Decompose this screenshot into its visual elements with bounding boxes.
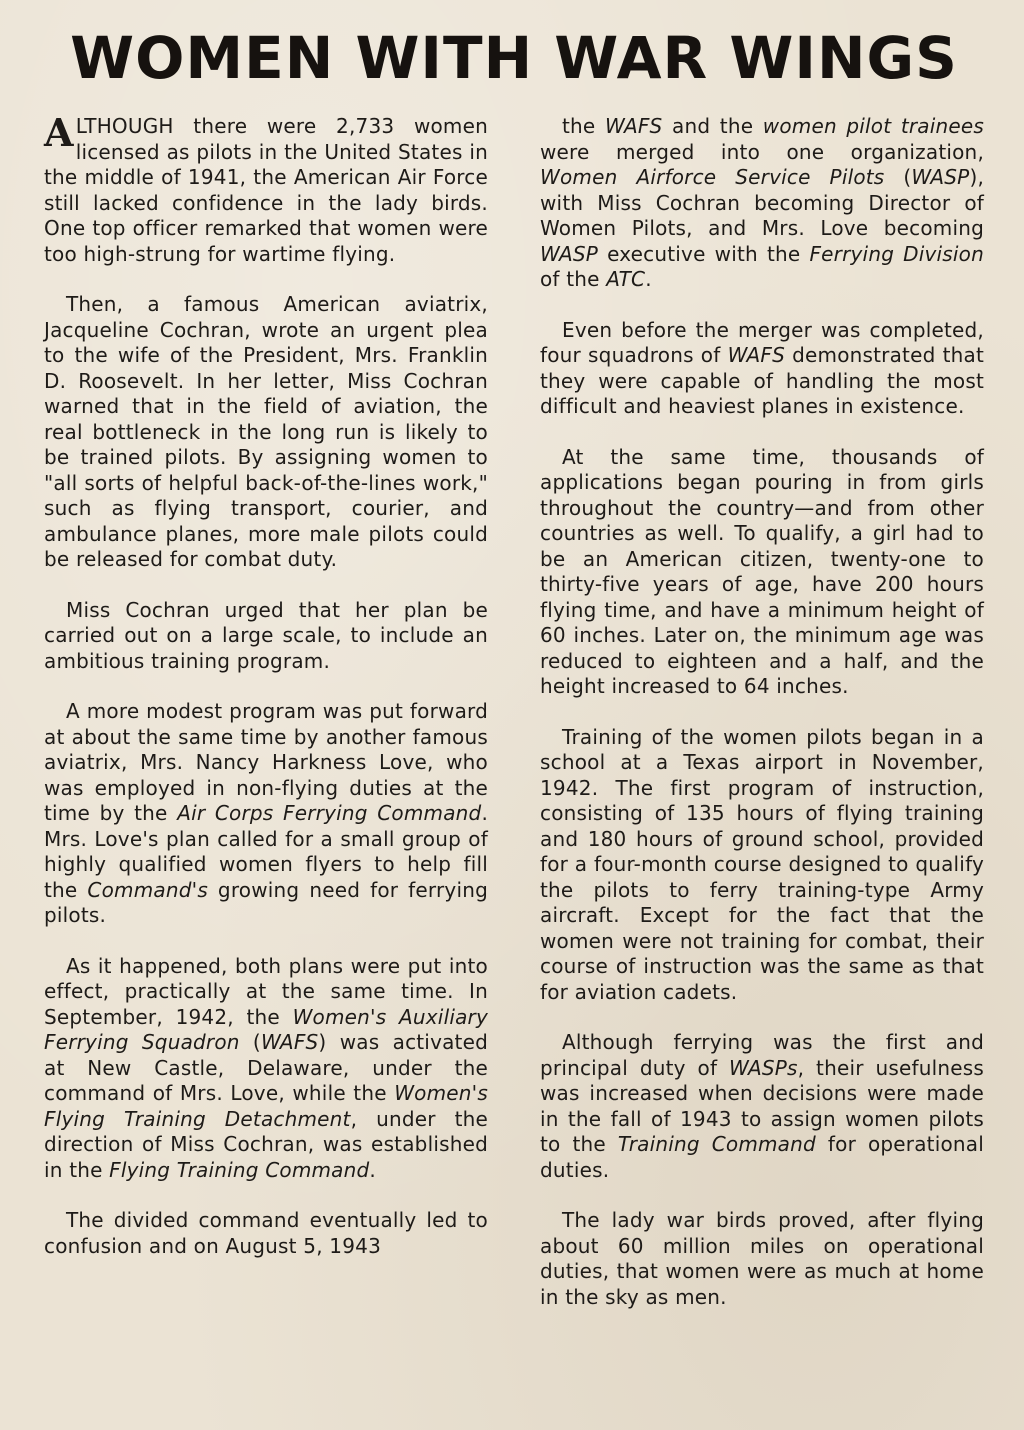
italic-text: Women Airforce Service Pilots bbox=[540, 165, 885, 189]
paragraph bbox=[44, 699, 488, 929]
text-run: Even before the merger was completed, four squadrons of bbox=[540, 317, 984, 367]
text-run: ( bbox=[884, 165, 912, 189]
paragraph bbox=[44, 1208, 488, 1259]
article-body bbox=[44, 110, 985, 1335]
text-run: . Mrs. Love's plan called for a small group of highly qualified women flyers to help fill the bbox=[44, 801, 488, 902]
text-run: The lady war birds proved, after flying about 60 million miles on operational duties, that women were as much at home in the sky as men. bbox=[540, 1208, 984, 1309]
drop-cap: A bbox=[44, 110, 74, 155]
italic-text: women pilot trainees bbox=[762, 114, 984, 138]
text-run: the bbox=[562, 114, 605, 138]
text-run: As it happened, both plans were put into effect, practically at the same time. In September, 1942, the bbox=[44, 953, 488, 1029]
text-run: were merged into one organization, bbox=[540, 139, 984, 164]
paragraph bbox=[540, 114, 984, 293]
italic-text: ATC bbox=[606, 267, 646, 291]
italic-text: Flying Training Command bbox=[109, 1157, 370, 1182]
text-run: ), with Miss Cochran becoming Director of Women Pilots, and Mrs. Love becoming bbox=[540, 165, 985, 240]
text-run: , their usefulness was increased when decisions were made in the fall of 1943 to assign women pilots to the bbox=[540, 1055, 984, 1156]
right-column bbox=[540, 114, 984, 1335]
left-column bbox=[44, 110, 489, 1335]
article-title: WOMEN WITH WAR WINGS bbox=[70, 24, 958, 92]
paragraph bbox=[540, 318, 984, 420]
paragraph bbox=[44, 598, 488, 675]
italic-text: Command's bbox=[87, 877, 208, 902]
text-run: , under the direction of Miss Cochran, was established in the bbox=[44, 1106, 488, 1182]
text-run: executive with the bbox=[598, 241, 810, 266]
italic-text: WASPs bbox=[729, 1055, 798, 1080]
text-run: . bbox=[369, 1157, 376, 1182]
text-run: growing need for ferrying pilots. bbox=[44, 877, 488, 927]
text-run: for operational duties. bbox=[540, 1132, 984, 1182]
text-run: LTHOUGH there were 2,733 women licensed as pilots in the United States in the middle of 1941, the American Air Force still lacked confidence in the lady birds. One top officer remarked that women were too high-strung for wartime flying. bbox=[44, 114, 488, 266]
italic-text: WASP bbox=[540, 241, 599, 266]
text-run: ( bbox=[239, 1030, 261, 1054]
text-run: Then, a famous American aviatrix, Jacqueline Cochran, wrote an urgent plea to the wife of the President, Mrs. Franklin D. Roosevelt. In her letter, Miss Cochran warned that in the field of aviation, the real bottleneck in the long run is likely to be trained pilots. By assigning women to "all sorts of helpful back-of-the-lines work," such as flying transport, courier, and ambulance planes, more male pilots could be released for combat duty. bbox=[44, 292, 488, 571]
text-run: demonstrated that they were capable of handling the most difficult and heaviest planes in existence. bbox=[540, 343, 984, 418]
text-run: Training of the women pilots began in a school at a Texas airport in November, 1942. The first program of instruction, consisting of 135 hours of flying training and 180 hours of ground school, provided for a four-month course designed to qualify the pilots to ferry training-type Army aircraft. Except for the fact that the women were not training for combat, their course of instruction was the same as that for aviation cadets. bbox=[540, 724, 984, 1004]
text-run: A more modest program was put forward at about the same time by another famous aviatrix, Mrs. Nancy Harkness Love, who was employed in non-flying duties at the time by the bbox=[44, 699, 488, 825]
paragraph bbox=[44, 954, 488, 1184]
italic-text: WAFS bbox=[604, 114, 663, 138]
italic-text: WASP bbox=[911, 165, 970, 189]
text-run: Miss Cochran urged that her plan be carried out on a large scale, to include an ambitious training program. bbox=[44, 597, 488, 673]
italic-text: Training Command bbox=[617, 1132, 816, 1156]
text-run: ) was activated at New Castle, Delaware, under the command of Mrs. Love, while the bbox=[44, 1030, 489, 1105]
text-run: and the bbox=[662, 114, 763, 138]
italic-text: Ferrying Division bbox=[809, 241, 984, 266]
paragraph bbox=[540, 1208, 984, 1310]
italic-text: WAFS bbox=[260, 1030, 319, 1054]
italic-text: Women's Flying Training Detachment bbox=[44, 1081, 488, 1131]
paragraph bbox=[44, 110, 488, 267]
text-run: . bbox=[645, 267, 652, 291]
paragraph bbox=[44, 292, 488, 573]
italic-text: WAFS bbox=[727, 343, 786, 367]
text-run: At the same time, thousands of applications began pouring in from girls throughout the country—and from other countries as well. To qualify, a girl had to be an American citizen, twenty-one to thirty-five years of age, have 200 hours flying time, and have a minimum height of 60 inches. Later on, the minimum age was reduced to eighteen and a half, and the height increased to 64 inches. bbox=[540, 444, 984, 698]
italic-text: Air Corps Ferrying Command bbox=[177, 801, 482, 825]
paragraph bbox=[540, 1030, 984, 1183]
text-run: of the bbox=[540, 267, 607, 291]
paragraph bbox=[540, 445, 984, 700]
italic-text: Women's Auxiliary Ferrying Squadron bbox=[44, 1004, 488, 1054]
paragraph bbox=[540, 725, 984, 1006]
text-run: Although ferrying was the first and principal duty of bbox=[540, 1030, 984, 1080]
text-run: The divided command eventually led to confusion and on August 5, 1943 bbox=[44, 1208, 488, 1258]
